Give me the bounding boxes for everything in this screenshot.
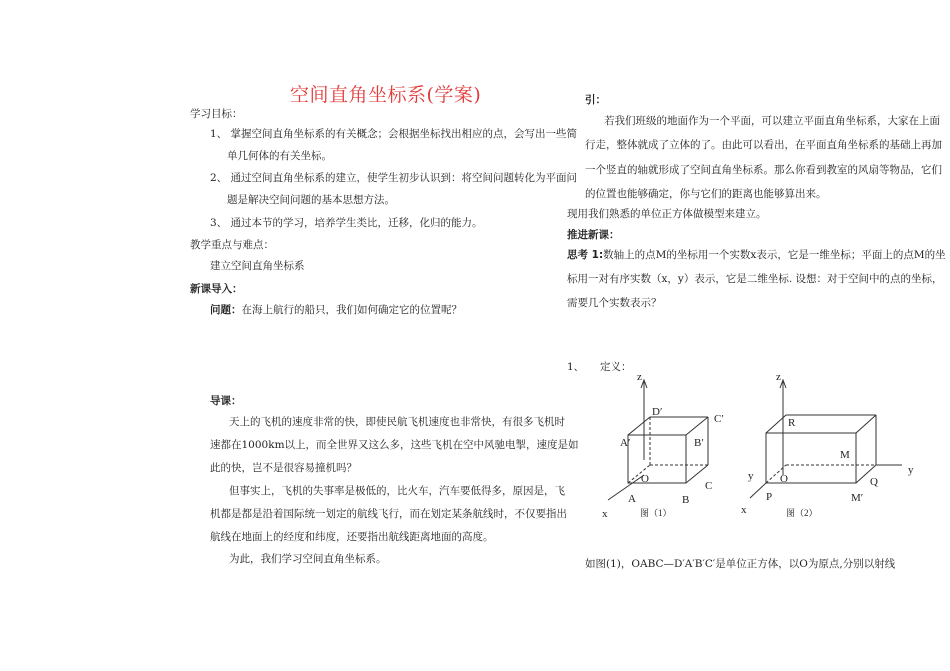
fig2-label-M: M [840, 449, 850, 461]
objective-3: 3、 通过本节的学习，培养学生类比，迁移，化归的能力。 [210, 217, 483, 229]
question-line [210, 303, 462, 317]
key-points-text: 建立空间直角坐标系 [210, 260, 305, 272]
fig1-label-O: O [641, 473, 649, 485]
think-text-1: 数轴上的点M的坐标用一个实数x表示，它是一维坐标；平面上的点M的坐 [603, 249, 946, 261]
definition-number: 1、 [567, 361, 585, 373]
bottom-line: 如图(1)，OABC—D′A′B′C′是单位正方体，以O为原点,分别以射线 [585, 558, 896, 570]
figure-2-box [750, 380, 902, 498]
fig2-label-P: P [766, 491, 773, 503]
guide-line-2: 速都在1000km以上，而全世界又这么多，这些飞机在空中风驰电掣，速度是如 [210, 439, 579, 451]
fig1-label-B1: B′ [694, 437, 704, 449]
fig2-edge [856, 415, 876, 433]
fig1-label-C1: C′ [714, 413, 724, 425]
think-line-1 [567, 248, 946, 262]
definition-label: 定义： [600, 361, 632, 373]
fig1-x-axis [608, 475, 644, 500]
guide-line-3: 此的快，岂不是很容易撞机吗？ [210, 462, 357, 474]
guide-line-5: 机都是都是沿着国际统一划定的航线飞行，而在划定某条航线时，不仅要指出 [210, 508, 567, 520]
guide-line-1: 天上的飞机的速度非常的快，即使民航飞机速度也非常快，有很多飞机时 [229, 416, 565, 428]
fig1-label-B: B [682, 494, 690, 506]
fig1-edge [628, 417, 650, 435]
key-points-heading: 教学重点与难点： [190, 239, 274, 251]
question-text: 在海上航行的船只，我们如何确定它的位置呢？ [241, 304, 462, 316]
fig2-label-y-outer: y [908, 464, 914, 476]
think-line-2: 标用一对有序实数（x，y）表示，它是二维坐标. 设想：对于空间中的点的坐标， [567, 273, 943, 285]
think-line-3: 需要几个实数表示？ [567, 297, 662, 309]
fig1-label-x: x [602, 508, 608, 520]
fig2-x-axis [750, 483, 766, 498]
yin-heading: 引： [585, 94, 606, 106]
fig2-caption: 图（2） [786, 508, 818, 518]
guide-line-6: 航线在地面上的经度和纬度，还要指出航线距离地面的高度。 [210, 531, 494, 543]
fig2-label-y-inner: y [748, 470, 754, 482]
page-title: 空间直角坐标系(学案) [290, 84, 482, 106]
advance-heading: 推进新课： [567, 229, 620, 241]
fig1-caption: 图（1） [640, 508, 672, 518]
guide-heading: 导课： [210, 395, 242, 407]
fig1-label-A1: A′ [620, 437, 631, 449]
fig2-label-R: R [788, 417, 796, 429]
fig1-label-C: C [705, 480, 713, 492]
fig2-label-Q: Q [870, 476, 878, 488]
objective-2-line2: 题是解决空间问题的基本思想方法。 [227, 194, 395, 206]
guide-line-7: 为此，我们学习空间直角坐标系。 [229, 553, 387, 565]
fig1-edge [686, 417, 708, 435]
guide-line-4: 但事实上，飞机的失事率是极低的，比火车，汽车要低得多，原因是，飞 [229, 485, 565, 497]
objective-1-line2: 单几何体的有关坐标。 [227, 150, 332, 162]
think-label: 思考 1: [567, 249, 604, 261]
yin-line-3: 一个竖直的轴就形成了空间直角坐标系。那么你看到教室的风扇等物品，它们 [585, 164, 942, 176]
fig2-label-M1: M′ [851, 492, 864, 504]
yin-line-4: 的位置也能够确定，你与它们的距离也能够算出来。 [585, 188, 827, 200]
yin-line-2: 行走，整体就成了立体的了。由此可以看出，在平面直角坐标系的基础上再加 [585, 139, 942, 151]
intro-heading: 新课导入： [190, 283, 243, 295]
objective-2-line1: 2、 通过空间直角坐标系的建立，使学生初步认识到：将空间问题转化为平面问 [210, 172, 578, 184]
question-label: 问题： [210, 304, 242, 316]
yin-line-1: 若我们班级的地面作为一个平面，可以建立平面直角坐标系，大家在上面 [604, 115, 940, 127]
objectives-heading: 学习目标： [190, 108, 243, 120]
fig1-label-A: A [628, 493, 636, 505]
fig2-label-x: x [741, 504, 747, 516]
fig2-label-O: O [780, 473, 788, 485]
fig1-label-D1: D′ [652, 406, 663, 418]
yin-line-5: 现用我们熟悉的单位正方体做模型来建立。 [567, 208, 767, 220]
fig1-label-z: z [637, 371, 642, 383]
objective-1-line1: 1、 掌握空间直角坐标系的有关概念；会根据坐标找出相应的点，会写出一些简 [210, 128, 578, 140]
fig2-label-z: z [776, 371, 781, 383]
coordinate-figures [590, 370, 930, 530]
